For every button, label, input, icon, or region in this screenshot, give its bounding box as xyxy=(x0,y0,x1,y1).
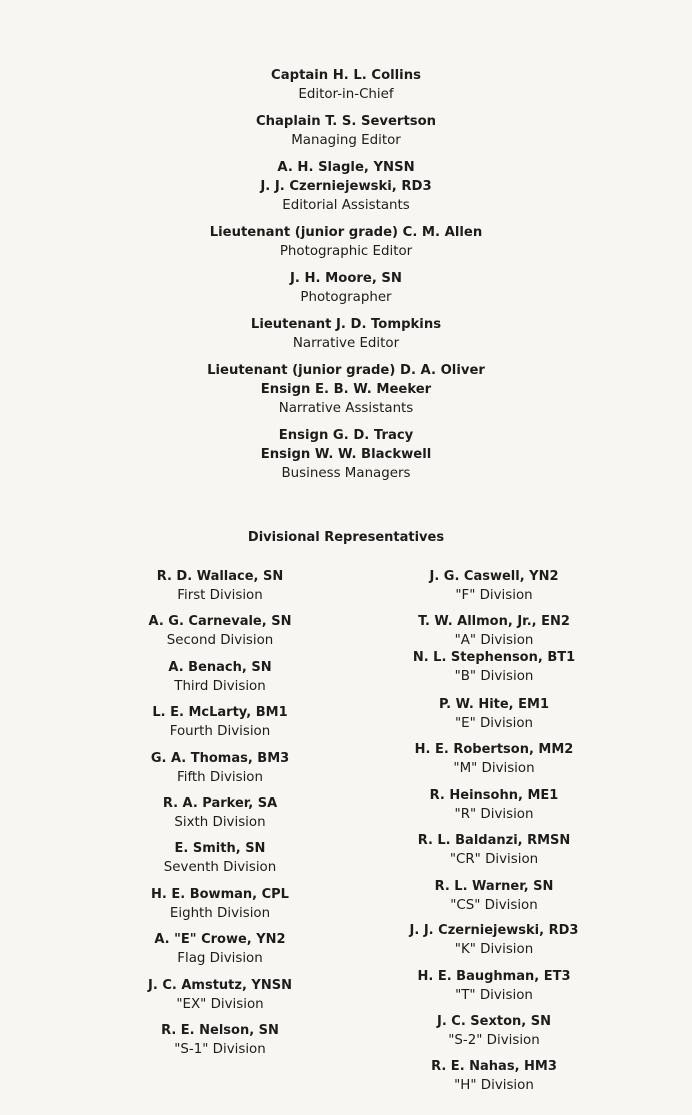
rep-division: "E" Division xyxy=(454,716,534,731)
rep-entry xyxy=(120,1021,320,1066)
staff-role: Editor-in-Chief xyxy=(298,87,394,102)
rep-name: N. L. Stephenson, BT1 xyxy=(412,650,576,665)
staff-role: Photographer xyxy=(300,290,392,305)
rep-entry xyxy=(120,976,320,1021)
rep-name: J. G. Caswell, YN2 xyxy=(429,569,559,584)
rep-division: Eighth Division xyxy=(169,905,271,921)
rep-name: J. C. Amstutz, YNSN xyxy=(148,977,292,993)
rep-name: A. Benach, SN xyxy=(168,659,272,675)
staff-group xyxy=(0,315,692,353)
staff-role: Editorial Assistants xyxy=(282,198,410,213)
rep-name: R. D. Wallace, SN xyxy=(156,569,284,584)
staff-role: Narrative Editor xyxy=(292,336,400,351)
rep-entry xyxy=(394,921,594,967)
staff-name: Captain H. L. Collins xyxy=(271,68,421,83)
rep-name: R. E. Nahas, HM3 xyxy=(431,1059,557,1074)
rep-division: Third Division xyxy=(174,678,266,694)
staff-name: J. H. Moore, SN xyxy=(290,271,402,286)
staff-role: Business Managers xyxy=(281,466,411,481)
staff-name: Chaplain T. S. Severtson xyxy=(255,114,437,129)
rep-division: "CS" Division xyxy=(450,898,538,913)
rep-name: G. A. Thomas, BM3 xyxy=(150,750,290,766)
rep-name: J. J. Czerniejewski, RD3 xyxy=(409,923,579,938)
rep-name: R. L. Baldanzi, RMSN xyxy=(417,833,571,848)
rep-entry xyxy=(120,885,320,930)
rep-name: H. E. Baughman, ET3 xyxy=(417,969,571,984)
rep-entry xyxy=(394,567,594,612)
rep-name: E. Smith, SN xyxy=(174,841,266,857)
rep-division: "T" Division xyxy=(455,988,533,1003)
rep-division: Seventh Division xyxy=(163,860,277,876)
reps-right-column xyxy=(394,567,594,1102)
rep-entry xyxy=(394,786,594,831)
rep-entry xyxy=(120,794,320,839)
rep-division: "S-1" Division xyxy=(174,1041,266,1057)
rep-division: "B" Division xyxy=(454,669,534,684)
rep-entry xyxy=(120,839,320,884)
staff-group xyxy=(0,158,692,215)
reps-left-column xyxy=(120,567,320,1066)
rep-division: Second Division xyxy=(166,633,274,649)
rep-division: "H" Division xyxy=(454,1078,534,1093)
rep-name: P. W. Hite, EM1 xyxy=(438,697,550,712)
rep-entry xyxy=(120,749,320,794)
staff-group xyxy=(0,66,692,104)
rep-name: T. W. Allmon, Jr., EN2 xyxy=(418,614,570,629)
staff-role: Photographic Editor xyxy=(279,244,413,259)
staff-group xyxy=(0,269,692,307)
rep-name: R. Heinsohn, ME1 xyxy=(429,788,559,803)
rep-entry xyxy=(394,967,594,1012)
rep-entry xyxy=(120,567,320,612)
rep-name: A. G. Carnevale, SN xyxy=(148,614,292,630)
rep-name: R. A. Parker, SA xyxy=(162,795,278,811)
rep-division: "EX" Division xyxy=(176,996,264,1012)
staff-role: Narrative Assistants xyxy=(278,401,414,416)
staff-group xyxy=(0,361,692,418)
rep-entry xyxy=(120,703,320,748)
rep-entry xyxy=(394,831,594,877)
rep-entry xyxy=(394,877,594,921)
rep-division: "A" Division xyxy=(454,633,534,648)
rep-entry xyxy=(394,740,594,786)
rep-name: H. E. Robertson, MM2 xyxy=(414,742,574,757)
staff-name: Ensign E. B. W. Meeker xyxy=(260,382,432,397)
rep-division: "K" Division xyxy=(454,942,534,957)
rep-entry xyxy=(394,612,594,648)
rep-entry xyxy=(394,648,594,695)
rep-entry xyxy=(120,930,320,975)
rep-entry xyxy=(394,695,594,740)
staff-name: A. H. Slagle, YNSN xyxy=(277,160,415,175)
rep-name: J. C. Sexton, SN xyxy=(437,1014,551,1029)
staff-name: Ensign G. D. Tracy xyxy=(278,428,414,443)
rep-name: A. "E" Crowe, YN2 xyxy=(154,932,286,948)
rep-division: First Division xyxy=(177,588,263,603)
rep-name: L. E. McLarty, BM1 xyxy=(152,705,288,721)
rep-division: Fourth Division xyxy=(169,724,271,740)
rep-division: Fifth Division xyxy=(177,769,263,785)
staff-name: Ensign W. W. Blackwell xyxy=(260,447,432,462)
rep-division: "CR" Division xyxy=(449,852,539,867)
staff-name: J. J. Czerniejewski, RD3 xyxy=(260,179,432,194)
rep-division: Flag Division xyxy=(177,951,263,967)
staff-list xyxy=(0,66,692,491)
rep-division: "R" Division xyxy=(454,807,534,822)
rep-entry xyxy=(120,612,320,657)
rep-name: R. L. Warner, SN xyxy=(434,879,554,894)
staff-name: Lieutenant (junior grade) D. A. Oliver xyxy=(207,363,485,378)
rep-division: "M" Division xyxy=(453,761,535,776)
rep-division: Sixth Division xyxy=(174,814,266,830)
rep-name: R. E. Nelson, SN xyxy=(161,1022,279,1038)
staff-group xyxy=(0,426,692,483)
staff-role: Managing Editor xyxy=(291,133,401,148)
staff-name: Lieutenant J. D. Tompkins xyxy=(250,317,442,332)
section-heading: Divisional Representatives xyxy=(247,530,445,545)
staff-name: Lieutenant (junior grade) C. M. Allen xyxy=(209,225,483,240)
rep-name: H. E. Bowman, CPL xyxy=(151,886,289,902)
rep-entry xyxy=(394,1012,594,1057)
staff-group xyxy=(0,223,692,261)
staff-group xyxy=(0,112,692,150)
rep-division: "S-2" Division xyxy=(448,1033,540,1048)
rep-entry xyxy=(394,1057,594,1102)
rep-division: "F" Division xyxy=(455,588,533,603)
rep-entry xyxy=(120,658,320,703)
